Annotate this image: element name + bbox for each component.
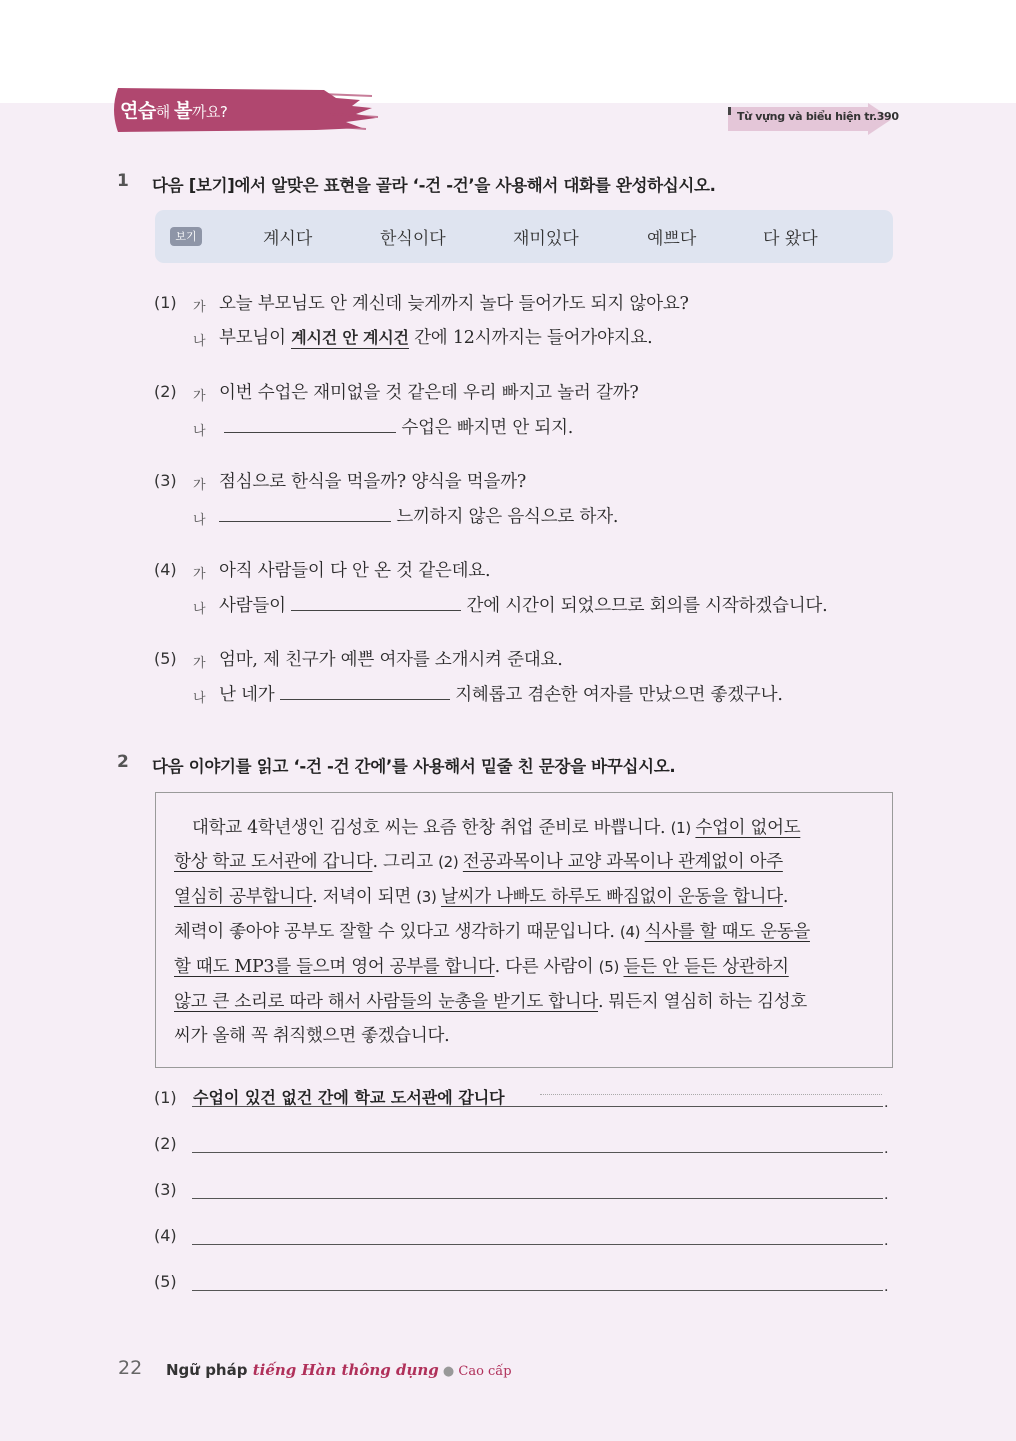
answer-blank[interactable] [280, 685, 450, 700]
speaker-ga: 가 [193, 300, 206, 315]
story-line: 대학교 4학년생인 김성호 씨는 요즘 한창 취업 준비로 바쁩니다. (1) 수업이 없어도 [192, 818, 801, 838]
answer-number: (5) [154, 1272, 177, 1291]
answer-number: (3) [154, 1180, 177, 1199]
answer-number: (1) [154, 1088, 177, 1107]
answer-line[interactable] [192, 1152, 883, 1153]
speaker-na: 나 [193, 691, 206, 706]
dialogue-ga: 오늘 부모님도 안 계신데 늦게까지 놀다 들어가도 되지 않아요? [219, 294, 689, 314]
example-word: 한식이다 [380, 229, 446, 249]
answer-blank[interactable] [291, 596, 461, 611]
story-line: 항상 학교 도서관에 갑니다. 그리고 (2) 전공과목이나 교양 과목이나 관계없이 아주 [174, 852, 783, 872]
question-1-instruction: 다음 [보기]에서 알맞은 표현을 골라 ‘-건 -건’을 사용해서 대화를 완성하십시오. [152, 176, 716, 195]
item-number: (4) [154, 560, 177, 579]
story-line: 체력이 좋아야 공부도 잘할 수 있다고 생각하기 때문입니다. (4) 식사를 할 때도 운동을 [174, 922, 810, 942]
speaker-ga: 가 [193, 567, 206, 582]
answer-line[interactable] [192, 1290, 883, 1291]
dialogue-ga: 이번 수업은 재미없을 것 같은데 우리 빠지고 놀러 갈까? [219, 383, 639, 403]
speaker-na: 나 [193, 334, 206, 349]
item-number: (5) [154, 649, 177, 668]
item-number: (2) [154, 382, 177, 401]
speaker-ga: 가 [193, 389, 206, 404]
period: . [884, 1095, 889, 1111]
example-label: 보기 [170, 227, 202, 246]
example-word: 예쁘다 [647, 229, 697, 249]
speaker-na: 나 [193, 513, 206, 528]
book-title: Ngữ pháp tiếng Hàn thông dụng ● Cao cấp [166, 1361, 512, 1379]
speaker-ga: 가 [193, 656, 206, 671]
dialogue-na: 수업은 빠지면 안 되지. [224, 414, 573, 439]
answer-line[interactable] [192, 1198, 883, 1199]
period: . [884, 1187, 889, 1203]
filled-answer: 계시건 안 계시건 [291, 328, 409, 347]
dialogue-na: 느끼하지 않은 음식으로 하자. [219, 503, 618, 528]
question-2-number: 2 [117, 752, 129, 772]
speaker-ga: 가 [193, 478, 206, 493]
dialogue-na: 사람들이 간에 시간이 되었으므로 회의를 시작하겠습니다. [219, 596, 828, 616]
reference-text: Từ vựng và biểu hiện tr.390 [737, 110, 899, 123]
item-number: (1) [154, 293, 177, 312]
dialogue-na: 부모님이 계시건 안 계시건 간에 12시까지는 들어가야지요. [219, 328, 653, 348]
period: . [884, 1233, 889, 1249]
example-word: 다 왔다 [763, 229, 818, 249]
period: . [884, 1141, 889, 1157]
speaker-na: 나 [193, 602, 206, 617]
example-word: 재미있다 [513, 229, 579, 249]
speaker-na: 나 [193, 424, 206, 439]
answer-text: 수업이 있건 없건 간에 학교 도서관에 갑니다 [193, 1088, 505, 1107]
section-title: 연습해 볼까요? [120, 100, 228, 122]
story-line: 않고 큰 소리로 따라 해서 사람들의 눈총을 받기도 합니다. 뭐든지 열심히 하는 김성호 [174, 992, 807, 1012]
question-2-instruction: 다음 이야기를 읽고 ‘-건 -건 간에’를 사용해서 밑줄 친 문장을 바꾸십시오. [152, 757, 676, 776]
story-line: 할 때도 MP3를 들으며 영어 공부를 합니다. 다른 사람이 (5) 듣든 안 듣든 상관하지 [174, 957, 789, 977]
period: . [884, 1279, 889, 1295]
example-word: 계시다 [263, 229, 313, 249]
answer-blank[interactable] [224, 418, 396, 433]
story-line: 열심히 공부합니다. 저녁이 되면 (3) 날씨가 나빠도 하루도 빠짐없이 운동을 합니다. [174, 887, 789, 907]
story-line: 씨가 올해 꼭 취직했으면 좋겠습니다. [174, 1026, 450, 1046]
dialogue-ga: 점심으로 한식을 먹을까? 양식을 먹을까? [219, 472, 527, 492]
answer-blank[interactable] [219, 507, 391, 522]
answer-number: (4) [154, 1226, 177, 1245]
dialogue-na: 난 네가 지혜롭고 겸손한 여자를 만났으면 좋겠구나. [219, 685, 783, 705]
dialogue-ga: 엄마, 제 친구가 예쁜 여자를 소개시켜 준대요. [219, 650, 563, 670]
question-1-number: 1 [117, 171, 129, 191]
answer-number: (2) [154, 1134, 177, 1153]
answer-line[interactable] [192, 1244, 883, 1245]
dotted-guide [540, 1094, 882, 1095]
item-number: (3) [154, 471, 177, 490]
page-number: 22 [118, 1357, 143, 1379]
dialogue-ga: 아직 사람들이 다 안 온 것 같은데요. [219, 561, 491, 581]
answer-line[interactable] [192, 1106, 883, 1107]
